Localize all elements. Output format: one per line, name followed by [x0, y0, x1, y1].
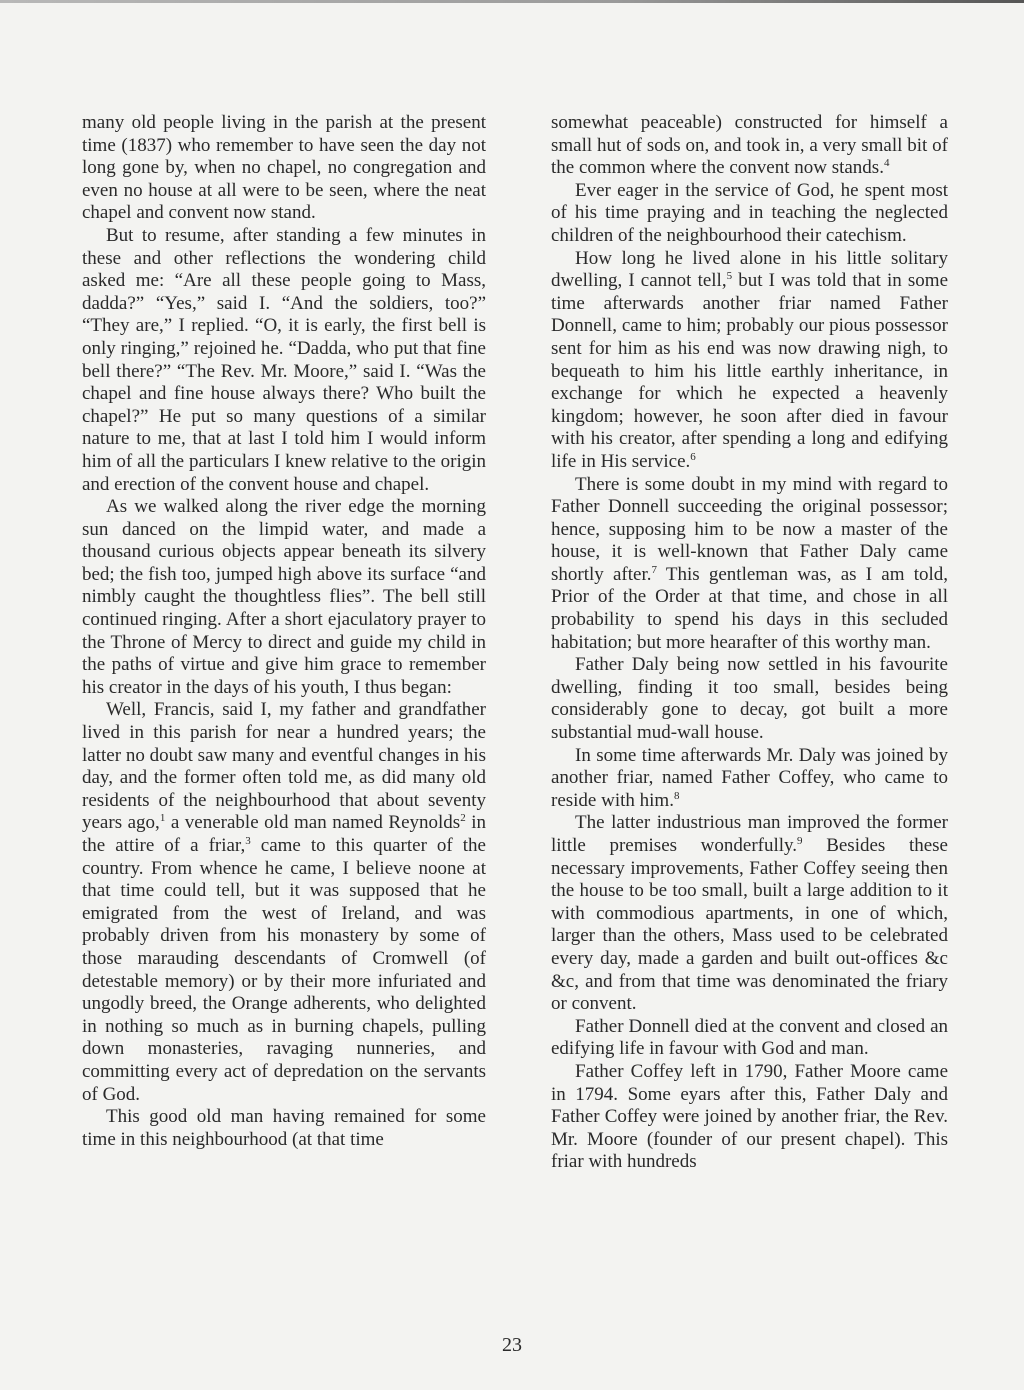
paragraph: In some time afterwards Mr. Daly was joined by another friar, named Father Coffey, who came to reside with him.$^8$	[551, 744, 948, 811]
footnote-marker: 1	[159, 812, 166, 825]
paragraph: As we walked along the river edge the morning sun danced on the limpid water, and made a thousand curious objects appear beneath its silvery bed; the fish too, jumped high above its surface “and nimbly caught the thoughtless flies”. The bell still continued ringing. After a short ejaculatory prayer to the Throne of Mercy to direct and guide my child in the paths of virtue and give him grace to remember his creator in the days of his youth, I thus began:	[82, 496, 486, 698]
paragraph: This good old man having remained for some time in this neighbourhood (at that time	[82, 1106, 486, 1150]
paragraph: There is some doubt in my mind with regard to Father Donnell succeeding the original possessor; hence, supposing him to be now a master of the house, it is well-known that Father Daly came shortly after.$^7$ This gentleman was, as I am told, Prior of the Order at that time, and chose in all probability to spend his days in this secluded habitation; but more hearafter of this worthy man.	[551, 473, 949, 653]
paragraph: How long he lived alone in his little solitary dwelling, I cannot tell,$^5$ but I was told that in some time afterwards another friar named Father Donnell, came to him; probably our pious possessor sent for him as his end was now drawing nigh, to bequeath to him his little earthly inheritance, in exchange for which he expected a heavenly kingdom; however, he soon after died in favour with his creator, after spending a long and edifying life in His service.$^6$	[551, 247, 949, 472]
footnote-marker: 7	[651, 563, 657, 576]
left-column	[82, 112, 486, 1151]
paragraph: Ever eager in the service of God, he spent most of his time praying and in teaching the neglected children of the neighbourhood their catechism.	[551, 179, 948, 246]
paragraph: Father Coffey left in 1790, Father Moore came in 1794. Some eyars after this, Father Daly and Father Coffey were joined by another friar, the Rev. Mr. Moore (founder of our present chapel). This friar with hundreds	[551, 1060, 948, 1173]
paragraph: Father Daly being now settled in his favourite dwelling, finding it too small, besides being considerably gone to decay, got built a more substantial mud-wall house.	[551, 654, 948, 744]
paragraph: somewhat peaceable) constructed for himself a small hut of sods on, and took in, a very small bit of the common where the convent now stands.$^4$	[551, 112, 948, 179]
scan-top-edge	[0, 0, 1024, 3]
footnote-marker: 9	[797, 835, 803, 847]
paragraph: Father Donnell died at the convent and closed an edifying life in favour with God and man.	[551, 1015, 948, 1060]
paragraph: Well, Francis, said I, my father and grandfather lived in this parish for near a hundred years; the latter no doubt saw many and eventful changes in his day, and the former often told me, as did many old residents of the neighbourhood that about seventy years ago,$^1$ a venerable old man named Reynolds$^2$ in the attire of a friar,$^3$ came to this quarter of the country. From whence he came, I believe noone at that time could tell, but it was supposed that he emigrated from the west of Ireland, and was probably driven from his monastery by some of those marauding descendants of Cromwell (of detestable memory) or by their more infuriated and ungodly breed, the Orange adherents, who delighted in nothing so much as in burning chapels, pulling down monasteries, ravaging nunneries, and committing every act of depredation on the servants of God.	[82, 699, 486, 1105]
footnote-marker: 6	[690, 450, 696, 463]
page-number: 23	[502, 1334, 522, 1356]
footnote-marker: 8	[673, 789, 680, 802]
footnote-marker: 4	[883, 157, 890, 170]
footnote-marker: 5	[726, 270, 733, 283]
footnote-marker: 2	[460, 812, 466, 825]
paragraph: But to resume, after standing a few minutes in these and other reflections the wondering child asked me: “Are all these people going to Mass, dadda?” “Yes,” said I. “And the soldiers, too?” “They are,” I replied. “O, it is early, the first bell is only ringing,” rejoined he. “Dadda, who put that fine bell there?” “The Rev. Mr. Moore,” said I. “Was the chapel and fine house always there? Who built the chapel?” He put so many questions of a similar nature to me, that at last I told him I would inform him of all the particulars I knew relative to the origin and erection of the convent house and chapel.	[82, 224, 486, 495]
footnote-marker: 3	[245, 835, 251, 847]
paragraph: many old people living in the parish at the present time (1837) who remember to have seen the day not long gone by, when no chapel, no congregation and even no house at all were to be seen, where the neat chapel and convent now stand.	[82, 112, 486, 224]
paragraph: The latter industrious man improved the former little premises wonderfully.$^9$ Besides these necessary improvements, Father Coffey seeing then the house to be too small, built a large addition to it with commodious apartments, in one of which, larger than the others, Mass used to be celebrated every day, made a garden and built out-offices &c &c, and from that time was denominated the friary or convent.	[551, 812, 948, 1015]
right-column	[551, 112, 948, 1174]
